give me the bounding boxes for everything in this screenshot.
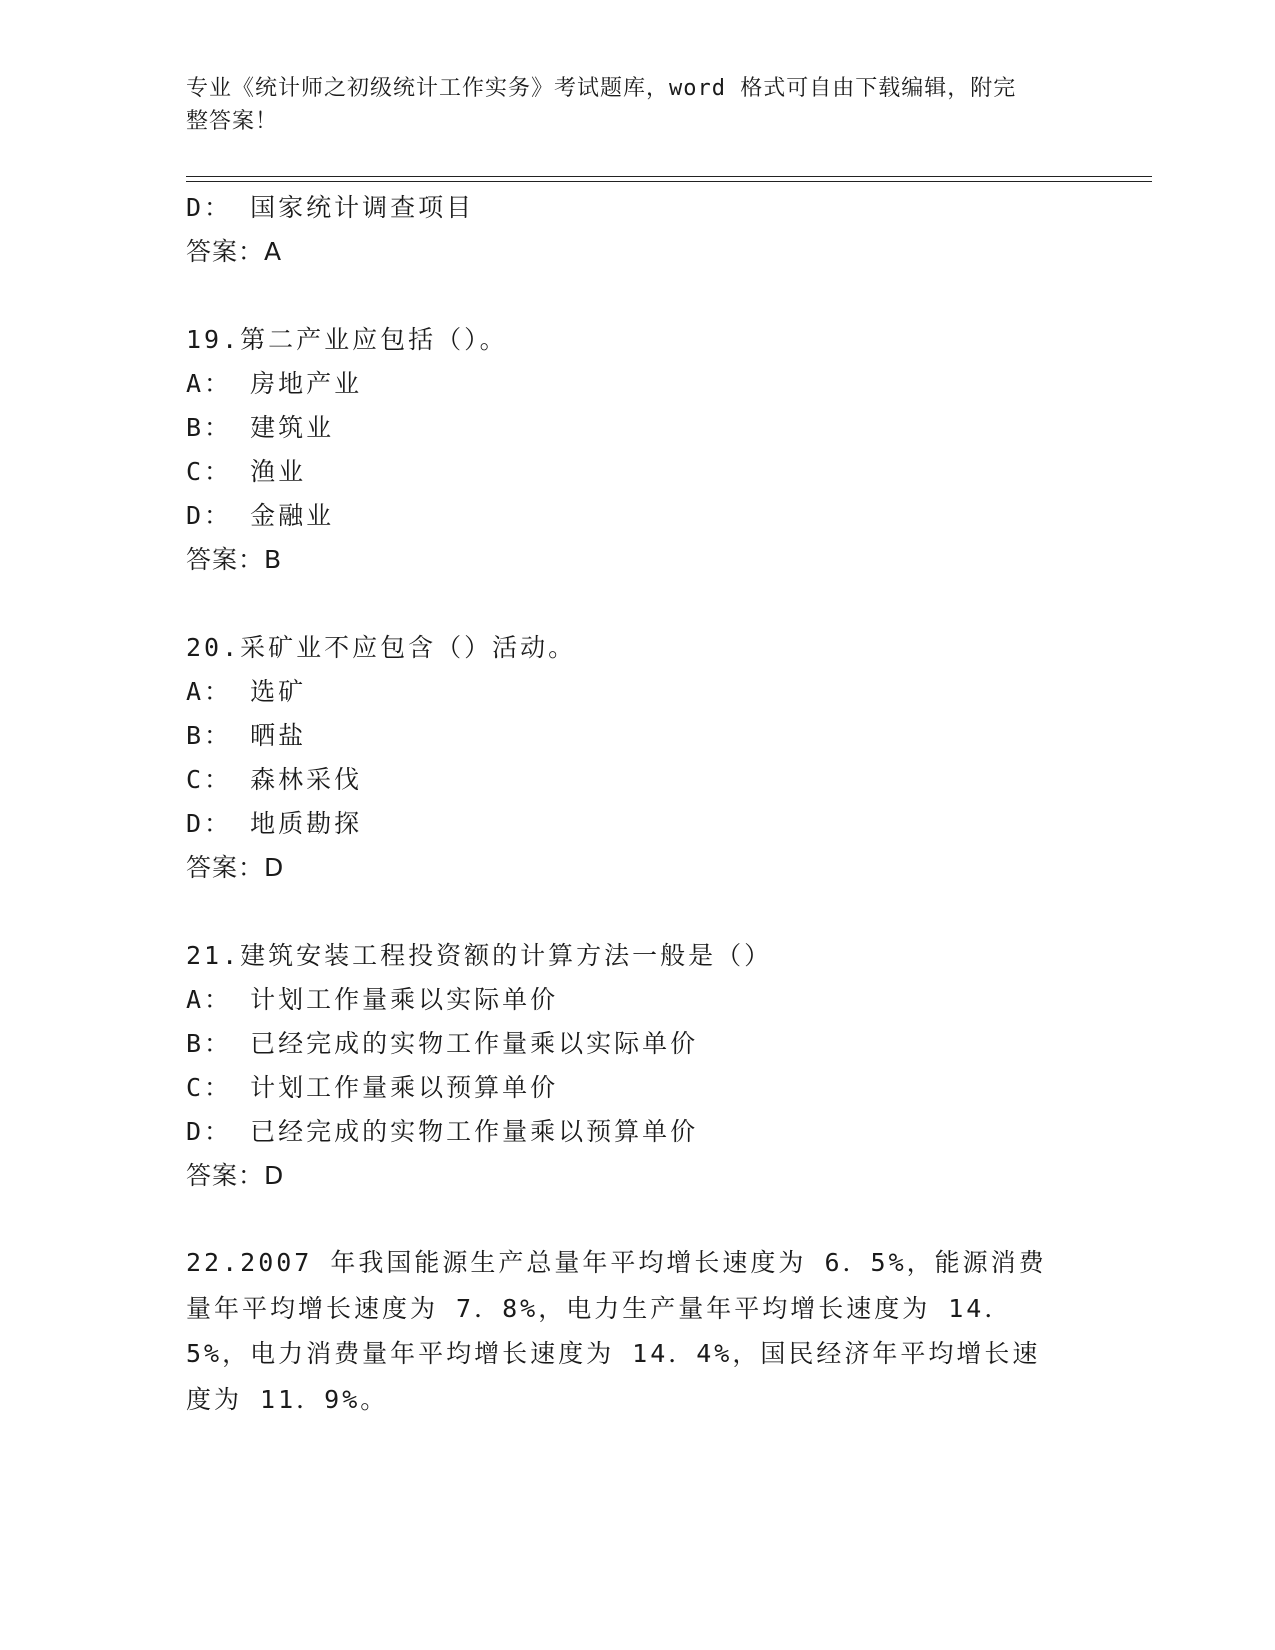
q21-option-d: D： 已经完成的实物工作量乘以预算单价 [186, 1117, 699, 1146]
q18-answer: 答案：A [186, 237, 283, 266]
header-divider-top [186, 176, 1152, 177]
q22-stem: 22.2007 年我国能源生产总量年平均增长速度为 6．5%，能源消费量年平均增长速度为 7．8%，电力生产量年平均增长速度为 14．5%，电力消费量年平均增长速度为 14．4%，国民经济年平均增长速度为 11．9%。 [186, 1248, 1047, 1414]
q21-stem: 21.建筑安装工程投资额的计算方法一般是（） [186, 941, 773, 970]
q19-option-c: C： 渔业 [186, 457, 307, 486]
q19-option-a: A： 房地产业 [186, 369, 363, 398]
q20-option-d: D： 地质勘探 [186, 809, 363, 838]
q21-option-b: B： 已经完成的实物工作量乘以实际单价 [186, 1029, 699, 1058]
q20-stem: 20.采矿业不应包含（）活动。 [186, 633, 577, 662]
q20-option-c: C： 森林采伐 [186, 765, 363, 794]
q19-option-d: D： 金融业 [186, 501, 335, 530]
q19-stem: 19.第二产业应包括（）。 [186, 325, 508, 354]
q20-answer: 答案：D [186, 853, 285, 882]
q20-option-b: B： 晒盐 [186, 721, 307, 750]
q21-option-c: C： 计划工作量乘以预算单价 [186, 1073, 559, 1102]
header-line-2: 整答案！ [186, 109, 279, 134]
q21-answer: 答案：D [186, 1161, 285, 1190]
header-line-1: 专业《统计师之初级统计工作实务》考试题库，word 格式可自由下载编辑，附完 [186, 76, 1017, 101]
q20-option-a: A： 选矿 [186, 677, 307, 706]
q18-option-d: D： 国家统计调查项目 [186, 193, 475, 222]
document-header [186, 72, 1066, 138]
header-divider-bottom [186, 181, 1152, 182]
q19-option-b: B： 建筑业 [186, 413, 335, 442]
q19-answer: 答案：B [186, 545, 283, 574]
q21-option-a: A： 计划工作量乘以实际单价 [186, 985, 559, 1014]
